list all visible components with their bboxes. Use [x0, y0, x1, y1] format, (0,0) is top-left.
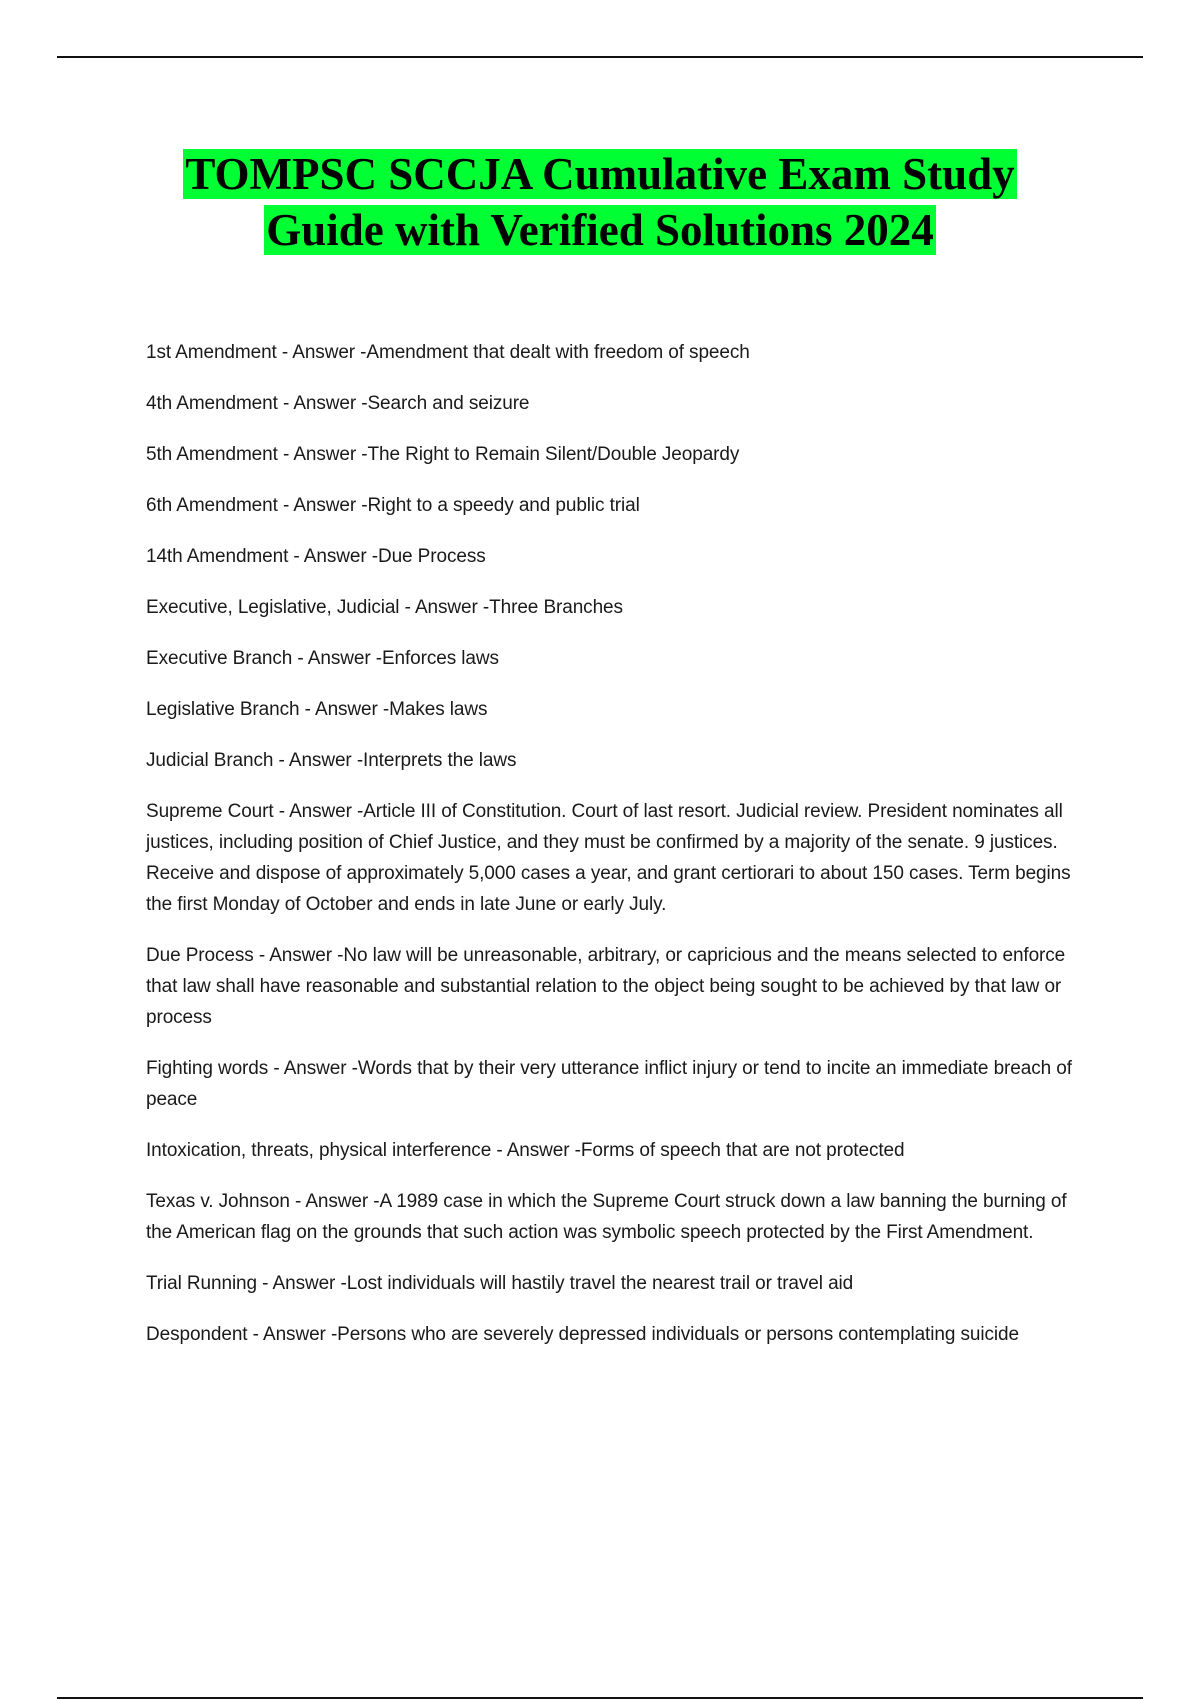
- document-title: [0, 146, 1200, 258]
- qa-item: 14th Amendment - Answer -Due Process: [146, 546, 486, 567]
- top-divider: [57, 56, 1143, 58]
- qa-item: Judicial Branch - Answer -Interprets the laws: [146, 750, 517, 771]
- qa-item: Executive, Legislative, Judicial - Answer -Three Branches: [146, 597, 623, 618]
- qa-item: 4th Amendment - Answer -Search and seizure: [146, 393, 530, 414]
- qa-item: Intoxication, threats, physical interference - Answer -Forms of speech that are not protected: [146, 1140, 905, 1161]
- qa-item: 5th Amendment - Answer -The Right to Remain Silent/Double Jeopardy: [146, 444, 740, 465]
- qa-list: [146, 337, 1091, 1370]
- qa-item: Legislative Branch - Answer -Makes laws: [146, 699, 488, 720]
- qa-item: Trial Running - Answer -Lost individuals will hastily travel the nearest trail or travel aid: [146, 1273, 854, 1294]
- qa-item: Executive Branch - Answer -Enforces laws: [146, 648, 499, 669]
- qa-item: Due Process - Answer -No law will be unreasonable, arbitrary, or capricious and the means selected to enforce that law shall have reasonable and substantial relation to the object being sought to be achieved by that law or process: [146, 945, 1066, 1028]
- title-line-1: TOMPSC SCCJA Cumulative Exam Study: [185, 149, 1015, 199]
- qa-item: Fighting words - Answer -Words that by their very utterance inflict injury or tend to incite an immediate breach of peace: [146, 1058, 1072, 1110]
- bottom-divider: [57, 1697, 1143, 1699]
- qa-item: 1st Amendment - Answer -Amendment that dealt with freedom of speech: [146, 342, 750, 363]
- title-line-2: Guide with Verified Solutions 2024: [266, 205, 934, 255]
- qa-item: 6th Amendment - Answer -Right to a speedy and public trial: [146, 495, 640, 516]
- qa-item: Texas v. Johnson - Answer -A 1989 case in which the Supreme Court struck down a law banning the burning of the American flag on the grounds that such action was symbolic speech protected by the First Amendment.: [146, 1191, 1067, 1243]
- qa-item: Supreme Court - Answer -Article III of Constitution. Court of last resort. Judicial review. President nominates all justices, including position of Chief Justice, and they must be confirmed by a majority of the senate. 9 justices. Receive and dispose of approximately 5,000 cases a year, and grant certiorari to about 150 cases. Term begins the first Monday of October and ends in late June or early July.: [146, 801, 1071, 915]
- qa-item: Despondent - Answer -Persons who are severely depressed individuals or persons contemplating suicide: [146, 1324, 1019, 1345]
